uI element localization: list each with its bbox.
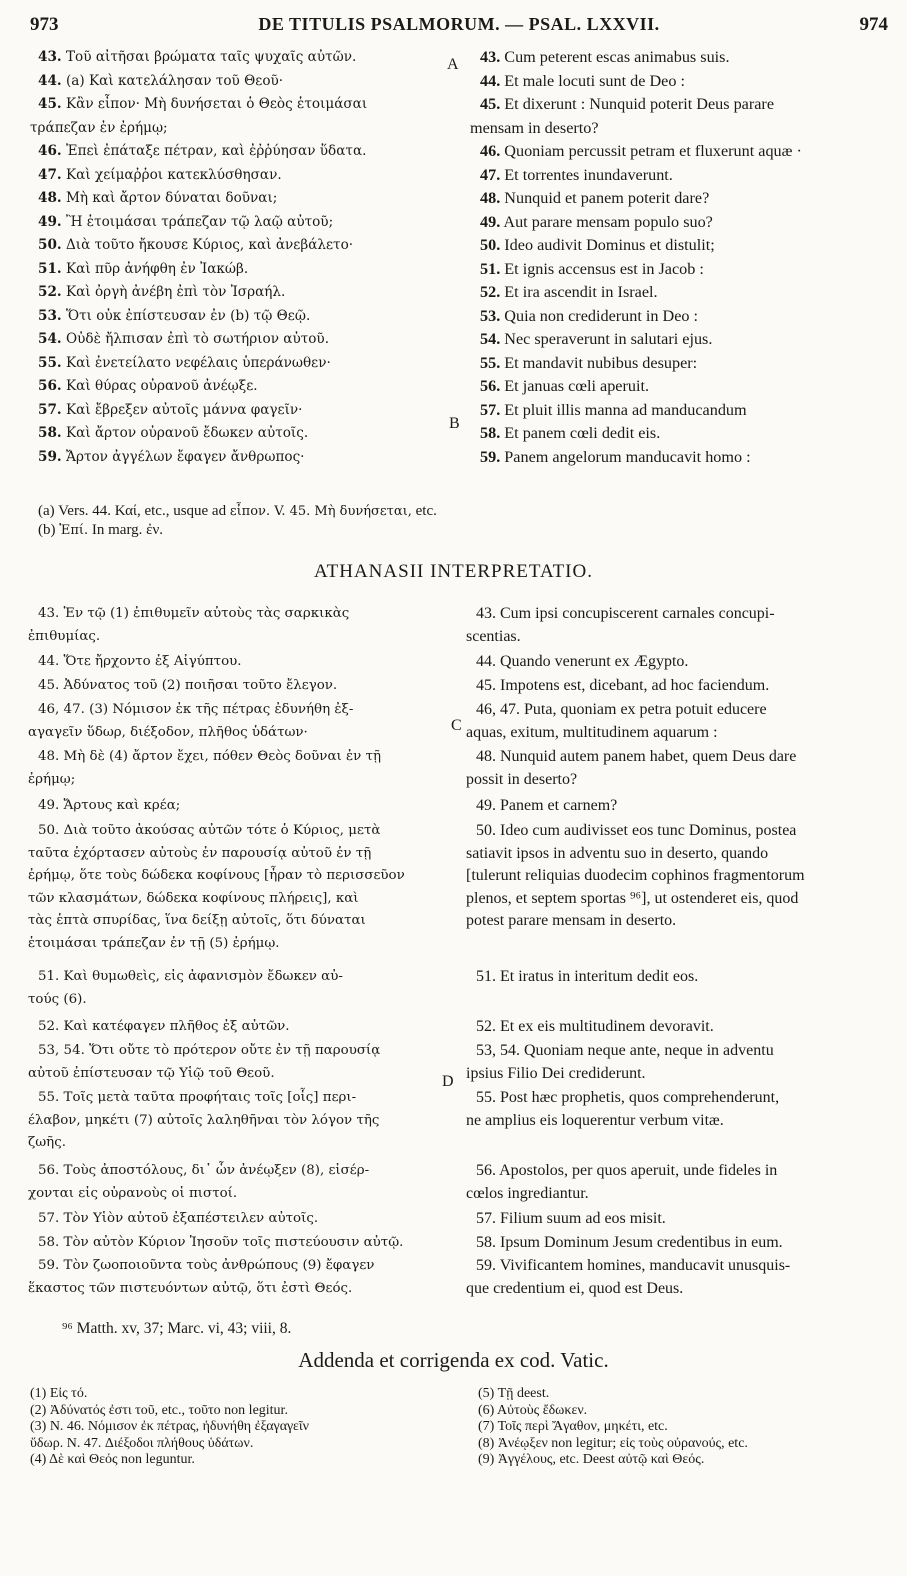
paragraph-line: 51. Καὶ θυμωθεὶς, εἰς ἀφανισμὸν ἔδωκεν αὐ- — [38, 969, 343, 984]
verse-text: Καὶ ἐνετείλατο νεφέλαις ὑπεράνωθεν· — [65, 354, 331, 371]
interpretation-paragraph — [466, 699, 891, 744]
paragraph-line: 50. Διὰ τοῦτο ἀκούσας αὐτῶν τότε ὁ Κύριος, μετὰ — [38, 823, 381, 838]
verse-number: 45. — [38, 96, 62, 112]
verse-text: Nunquid et panem poterit dare? — [504, 189, 710, 207]
paragraph-line: τούς (6). — [28, 991, 87, 1007]
interpretation-paragraph — [28, 795, 448, 818]
paragraph-line: potest parare mensam in deserto. — [466, 912, 677, 929]
verse-text: Καὶ θύρας οὐρανοῦ ἀνέῳξε. — [65, 378, 258, 394]
latin-verse-line — [470, 211, 890, 235]
verse-number: 59. — [38, 448, 62, 465]
addenda-line: (1) Εἰς τό. — [30, 1386, 88, 1401]
verse-number: 51. — [480, 259, 501, 278]
greek-verse-line — [30, 70, 445, 94]
page-number-right: 974 — [859, 14, 888, 35]
verse-number: 49. — [480, 212, 501, 231]
interpretation-paragraph — [28, 820, 448, 955]
verse-number: 50. — [38, 237, 62, 253]
interpretation-paragraph — [28, 1232, 448, 1255]
paragraph-line: 46, 47. (3) Νόμισον ἐκ τῆς πέτρας ἐδυνήθη ἐξ- — [38, 702, 354, 717]
footnote: ⁹⁶ Matth. xv, 37; Marc. vi, 43; viii, 8. — [62, 1320, 292, 1337]
interpretation-paragraph — [28, 1255, 448, 1300]
verse-number: 54. — [480, 330, 501, 348]
paragraph-line: τὰς ἑπτὰ σπυρίδας, ἵνα δείξῃ αὐτοῖς, ὅτι δύναται — [28, 913, 366, 928]
greek-verse-line — [30, 375, 445, 399]
verse-text: Et mandavit nubibus desuper: — [504, 353, 698, 372]
verse-text: Et male locuti sunt de Deo : — [504, 71, 685, 90]
interpretation-paragraph — [28, 1087, 448, 1155]
latin-verse-line — [470, 117, 890, 141]
latin-verse-line — [470, 446, 890, 470]
interpretation-paragraph — [28, 1040, 448, 1085]
greek-verse-line — [30, 211, 445, 235]
verse-text: Ἐπεὶ ἐπάταξε πέτραν, καὶ ἐῤῥύησαν ὕδατα. — [65, 143, 367, 159]
greek-verse-line — [30, 187, 445, 211]
addenda-line: (4) Δὲ καὶ Θεός non leguntur. — [30, 1452, 195, 1467]
greek-verse-line — [30, 399, 445, 423]
addenda-line: (7) Τοῖς περὶ Ἄγαθον, μηκέτι, etc. — [478, 1419, 668, 1434]
addenda-line: (2) Ἀδύνατός ἐστι τοῦ, etc., τοῦτο non legitur. — [30, 1402, 288, 1418]
verse-text: Καὶ πῦρ ἀνήφθη ἐν Ἰακώβ. — [65, 260, 249, 277]
addenda-line: (3) N. 46. Νόμισον ἐκ πέτρας, ἠδυνήθη ἐξαγαγεῖν — [30, 1419, 309, 1434]
greek-verse-line — [30, 117, 445, 141]
verse-number: 56. — [480, 377, 501, 395]
interpretation-paragraph — [466, 966, 891, 989]
paragraph-line: 49. Panem et carnem? — [476, 797, 618, 814]
verse-text: Μὴ καὶ ἄρτον δύναται δοῦναι; — [65, 190, 278, 206]
verse-text: (a) Καὶ κατελάλησαν τοῦ Θεοῦ· — [65, 72, 284, 89]
paragraph-line: 56. Apostolos, per quos aperuit, unde fideles in — [476, 1162, 778, 1179]
verse-number: 46. — [480, 142, 501, 160]
verse-text: Διὰ τοῦτο ἤκουσε Κύριος, καὶ ἀνεβάλετο· — [65, 237, 354, 253]
paragraph-line: αὐτοῦ ἐπίστευσαν τῷ Υἱῷ τοῦ Θεοῦ. — [28, 1065, 275, 1081]
note-b: (b) Ἐπί. In marg. ἐν. — [38, 522, 164, 538]
verse-text: Cum peterent escas animabus suis. — [504, 48, 730, 66]
interpretation-paragraph — [466, 820, 891, 933]
latin-verse-line — [470, 258, 890, 282]
latin-verse-line — [470, 352, 890, 376]
verse-text: Τοῦ αἰτῆσαι βρώματα ταῖς ψυχαῖς αὐτῶν. — [65, 49, 357, 65]
verse-text: Καὶ ὀργὴ ἀνέβη ἐπὶ τὸν Ἰσραήλ. — [65, 284, 286, 300]
paragraph-line: τῶν κλασμάτων, δώδεκα κοφίνους πλήρεις], καὶ — [28, 890, 359, 906]
verse-number: 43. — [38, 49, 62, 65]
greek-verse-line — [30, 281, 445, 305]
verse-number: 49. — [38, 213, 62, 230]
paragraph-line: 48. Μὴ δὲ (4) ἄρτον ἔχει, πόθεν Θεὸς δοῦναι ἐν τῇ — [38, 749, 382, 764]
verse-text: Et januas cœli aperuit. — [504, 377, 650, 395]
psalm-greek-column — [30, 46, 445, 469]
verse-number: 57. — [38, 401, 62, 418]
latin-verse-line — [470, 281, 890, 305]
interpretation-paragraph — [466, 603, 891, 648]
page-header — [30, 14, 888, 40]
verse-number: 44. — [480, 71, 501, 90]
verse-text: Ὅτι οὐκ ἐπίστευσαν ἐν (b) τῷ Θεῷ. — [65, 307, 311, 324]
verse-text: Καὶ ἄρτον οὐρανοῦ ἔδωκεν αὐτοῖς. — [65, 425, 309, 441]
verse-number: 52. — [38, 284, 62, 300]
verse-text: Et torrentes inundaverunt. — [504, 165, 673, 184]
interpretation-paragraph — [28, 675, 448, 698]
paragraph-line: cœlos ingrediantur. — [466, 1184, 589, 1202]
verse-text: mensam in deserto? — [470, 118, 599, 137]
verse-number: 59. — [480, 447, 501, 466]
verse-number: 55. — [38, 354, 62, 371]
greek-verse-line — [30, 305, 445, 329]
verse-text: Ἢ ἑτοιμάσαι τράπεζαν τῷ λαῷ αὐτοῦ; — [65, 213, 334, 230]
note-a: (a) Vers. 44. Καί, etc., usque ad εἶπον. V. 45. Μὴ δυνήσεται, etc. — [38, 503, 437, 519]
latin-verse-line — [470, 328, 890, 352]
psalm-latin-column — [470, 46, 890, 469]
greek-verse-line — [30, 140, 445, 164]
verse-number: 47. — [38, 166, 62, 183]
paragraph-line: ipsius Filio Dei crediderunt. — [466, 1064, 646, 1082]
margin-letter-c: C — [451, 717, 462, 734]
latin-verse-line — [470, 46, 890, 70]
verse-number: 55. — [480, 353, 501, 372]
margin-letter-a: A — [447, 56, 459, 73]
latin-verse-line — [470, 305, 890, 329]
verse-text: Κἂν εἶπον· Μὴ δυνήσεται ὁ Θεὸς ἑτοιμάσαι — [65, 96, 368, 112]
interpretation-paragraph — [466, 795, 891, 818]
verse-number: 52. — [480, 283, 501, 301]
paragraph-line: [tulerunt reliquias duodecim cophinos fragmentorum — [466, 867, 805, 884]
paragraph-line: 45. Impotens est, dicebant, ad hoc faciendum. — [476, 677, 770, 694]
interpretation-paragraph — [466, 1016, 891, 1039]
greek-verse-line — [30, 328, 445, 352]
verse-text: Et pluit illis manna ad manducandum — [504, 400, 747, 419]
verse-number: 47. — [480, 165, 501, 184]
paragraph-line: que credentium ei, quod est Deus. — [466, 1279, 684, 1297]
verse-number: 58. — [480, 424, 501, 442]
latin-verse-line — [470, 399, 890, 423]
paragraph-line: 52. Καὶ κατέφαγεν πλῆθος ἐξ αὐτῶν. — [38, 1019, 290, 1034]
verse-number: 44. — [38, 72, 62, 89]
verse-text: Ideo audivit Dominus et distulit; — [504, 236, 715, 254]
interpretation-paragraph — [466, 1255, 891, 1300]
paragraph-line: 55. Post hæc prophetis, quos comprehenderunt, — [476, 1089, 780, 1106]
verse-number: 53. — [480, 306, 501, 325]
verse-number: 53. — [38, 307, 62, 324]
verse-number: 48. — [480, 189, 501, 207]
verse-text: Aut parare mensam populo suo? — [503, 212, 713, 231]
paragraph-line: 44. Ὅτε ἤρχοντο ἐξ Αἰγύπτου. — [38, 654, 242, 669]
section-title: ATHANASII INTERPRETATIO. — [314, 561, 593, 582]
paragraph-line: scentias. — [466, 627, 521, 645]
latin-verse-line — [470, 187, 890, 211]
verse-text: τράπεζαν ἐν ἐρήμῳ; — [30, 119, 168, 136]
verse-number: 58. — [38, 425, 62, 441]
addenda-line: ὕδωρ. N. 47. Διέξοδοι πλήθους ὑδάτων. — [30, 1435, 254, 1451]
paragraph-line: ἐπιθυμίας. — [28, 628, 101, 644]
greek-verse-line — [30, 446, 445, 470]
greek-verse-line — [30, 234, 445, 258]
paragraph-line: 46, 47. Puta, quoniam ex petra potuit educere — [476, 701, 767, 718]
running-title: DE TITULIS PSALMORUM. — PSAL. LXXVII. — [258, 14, 660, 34]
interpretation-paragraph — [466, 1232, 891, 1255]
interpretation-paragraph — [28, 1160, 448, 1205]
paragraph-line: ταῦτα ἐχόρτασεν αὐτοὺς ἐν παρουσίᾳ αὐτοῦ ἐν τῇ — [28, 845, 372, 861]
greek-verse-line — [30, 258, 445, 282]
latin-verse-line — [470, 164, 890, 188]
page-number-left: 973 — [30, 14, 59, 35]
interpretation-paragraph — [28, 603, 448, 648]
paragraph-line: 45. Ἀδύνατος τοῦ (2) ποιῆσαι τοῦτο ἔλεγον. — [38, 678, 338, 693]
paragraph-line: 49. Ἄρτους καὶ κρέα; — [38, 798, 181, 813]
paragraph-line: 53, 54. Ὅτι οὔτε τὸ πρότερον οὔτε ἐν τῇ παρουσίᾳ — [38, 1043, 381, 1058]
paragraph-line: 57. Τὸν Υἱὸν αὐτοῦ ἐξαπέστειλεν αὐτοῖς. — [38, 1211, 319, 1226]
paragraph-line: 58. Τὸν αὐτὸν Κύριον Ἰησοῦν τοῖς πιστεύουσιν αὐτῷ. — [38, 1235, 404, 1250]
paragraph-line: ἐρήμῳ, ὅτε τοὺς δώδεκα κοφίνους [ἦραν τὸ περισσεῦον — [28, 868, 405, 883]
paragraph-line: 43. Cum ipsi concupiscerent carnales concupi- — [476, 605, 775, 622]
interpretation-paragraph — [28, 1016, 448, 1039]
verse-text: Nec speraverunt in salutari ejus. — [504, 330, 713, 348]
paragraph-line: ἑτοιμάσαι τράπεζαν ἐν τῇ (5) ἐρήμῳ. — [28, 935, 280, 951]
addenda-line: (5) Τῇ deest. — [478, 1386, 550, 1401]
interpretation-paragraph — [28, 746, 448, 791]
interpretation-paragraph — [466, 1160, 891, 1205]
latin-verse-line — [470, 375, 890, 399]
verse-text: Et panem cœli dedit eis. — [504, 424, 661, 442]
verse-number: 54. — [38, 331, 62, 347]
paragraph-line: ἐρήμῳ; — [28, 771, 76, 787]
interpretation-paragraph — [28, 1208, 448, 1231]
paragraph-line: ἕκαστος τῶν πιστευόντων αὐτῷ, ὅτι ἐστὶ Θεός. — [28, 1280, 353, 1296]
greek-verse-line — [30, 46, 445, 70]
verse-number: 57. — [480, 400, 501, 419]
interpretation-paragraph — [28, 651, 448, 674]
paragraph-line: 44. Quando venerunt ex Ægypto. — [476, 653, 689, 670]
verse-text: Quoniam percussit petram et fluxerunt aquæ · — [504, 142, 802, 160]
paragraph-line: 59. Τὸν ζωοποιοῦντα τοὺς ἀνθρώπους (9) ἔφαγεν — [38, 1258, 375, 1273]
interpretation-paragraph — [466, 675, 891, 698]
paragraph-line: plenos, et septem sportas ⁹⁶], ut ostenderet eis, quod — [466, 889, 799, 907]
verse-text: Καὶ ἔβρεξεν αὐτοῖς μάννα φαγεῖν· — [65, 401, 303, 418]
verse-number: 56. — [38, 378, 62, 394]
verse-number: 50. — [480, 236, 501, 254]
verse-text: Quia non crediderunt in Deo : — [504, 306, 699, 325]
interpretation-paragraph — [466, 746, 891, 791]
margin-letter-b: B — [449, 415, 460, 432]
latin-verse-line — [470, 234, 890, 258]
paragraph-line: satiavit ipsos in adventu suo in deserto, quando — [466, 844, 769, 862]
verse-number: 43. — [480, 48, 501, 66]
paragraph-line: 53, 54. Quoniam neque ante, neque in adventu — [476, 1042, 774, 1059]
addenda-left-column — [30, 1386, 460, 1469]
greek-verse-line — [30, 422, 445, 446]
paragraph-line: ζωῆς. — [28, 1135, 66, 1150]
paragraph-line: ne amplius eis loquerentur verbum vitæ. — [466, 1111, 724, 1129]
verse-number: 48. — [38, 190, 62, 206]
verse-text: Καὶ χείμαῤῥοι κατεκλύσθησαν. — [65, 166, 282, 183]
latin-verse-line — [470, 140, 890, 164]
verse-number: 51. — [38, 260, 62, 277]
interpretation-paragraph — [466, 1040, 891, 1085]
paragraph-line: χονται εἰς οὐρανοὺς οἱ πιστοί. — [28, 1185, 238, 1201]
verse-text: Ἄρτον ἀγγέλων ἔφαγεν ἄνθρωπος· — [65, 448, 305, 465]
interpretation-paragraph — [466, 651, 891, 674]
paragraph-line: 57. Filium suum ad eos misit. — [476, 1210, 666, 1227]
paragraph-line: 58. Ipsum Dominum Jesum credentibus in eum. — [476, 1234, 783, 1251]
greek-verse-line — [30, 93, 445, 117]
interpretation-paragraph — [28, 966, 448, 1011]
verse-text: Et ignis accensus est in Jacob : — [504, 259, 704, 278]
paragraph-line: possit in deserto? — [466, 770, 578, 788]
greek-verse-line — [30, 164, 445, 188]
interpretation-paragraph — [466, 1087, 891, 1132]
addenda-title: Addenda et corrigenda ex cod. Vatic. — [298, 1348, 609, 1372]
latin-verse-line — [470, 70, 890, 94]
paragraph-line: 43. Ἐν τῷ (1) ἐπιθυμεῖν αὐτοὺς τὰς σαρκικὰς — [38, 606, 350, 621]
verse-number: 45. — [480, 95, 501, 113]
paragraph-line: 48. Nunquid autem panem habet, quem Deus dare — [476, 748, 797, 765]
paragraph-line: αγαγεῖν ὕδωρ, διέξοδον, πλῆθος ὑδάτων· — [28, 724, 308, 740]
paragraph-line: 55. Τοῖς μετὰ ταῦτα προφήταις τοῖς [οἷς] περι- — [38, 1090, 357, 1105]
paragraph-line: 50. Ideo cum audivisset eos tunc Dominus, postea — [476, 822, 797, 839]
latin-verse-line — [470, 93, 890, 117]
textual-notes — [38, 502, 437, 540]
addenda-right-column — [478, 1386, 898, 1469]
interpretation-paragraph — [28, 699, 448, 744]
verse-text: Panem angelorum manducavit homo : — [504, 447, 751, 466]
paragraph-line: 52. Et ex eis multitudinem devoravit. — [476, 1018, 714, 1035]
paragraph-line: 59. Vivificantem homines, manducavit unusquis- — [476, 1257, 791, 1274]
addenda-line: (6) Αὐτοὺς ἔδωκεν. — [478, 1402, 588, 1418]
margin-letter-d: D — [442, 1073, 454, 1090]
greek-verse-line — [30, 352, 445, 376]
verse-number: 46. — [38, 143, 62, 159]
paragraph-line: 51. Et iratus in interitum dedit eos. — [476, 968, 699, 985]
verse-text: Et dixerunt : Nunquid poterit Deus parare — [504, 95, 774, 113]
paragraph-line: aquas, exitum, multitudinem aquarum : — [466, 723, 718, 741]
interpretation-paragraph — [466, 1208, 891, 1231]
verse-text: Et ira ascendit in Israel. — [504, 283, 658, 301]
latin-verse-line — [470, 422, 890, 446]
paragraph-line: έλαβον, μηκέτι (7) αὐτοῖς λαληθῆναι τὸν λόγον τῆς — [28, 1112, 380, 1128]
verse-text: Οὐδὲ ἤλπισαν ἐπὶ τὸ σωτήριον αὐτοῦ. — [65, 331, 330, 347]
paragraph-line: 56. Τοὺς ἀποστόλους, δι᾽ ὧν ἀνέῳξεν (8), εἰσέρ- — [38, 1163, 370, 1178]
addenda-line: (8) Ἀνέῳξεν non legitur; εἰς τοὺς οὐρανούς, etc. — [478, 1435, 748, 1451]
addenda-line: (9) Ἀγγέλους, etc. Deest αὐτῷ καὶ Θεός. — [478, 1452, 705, 1467]
